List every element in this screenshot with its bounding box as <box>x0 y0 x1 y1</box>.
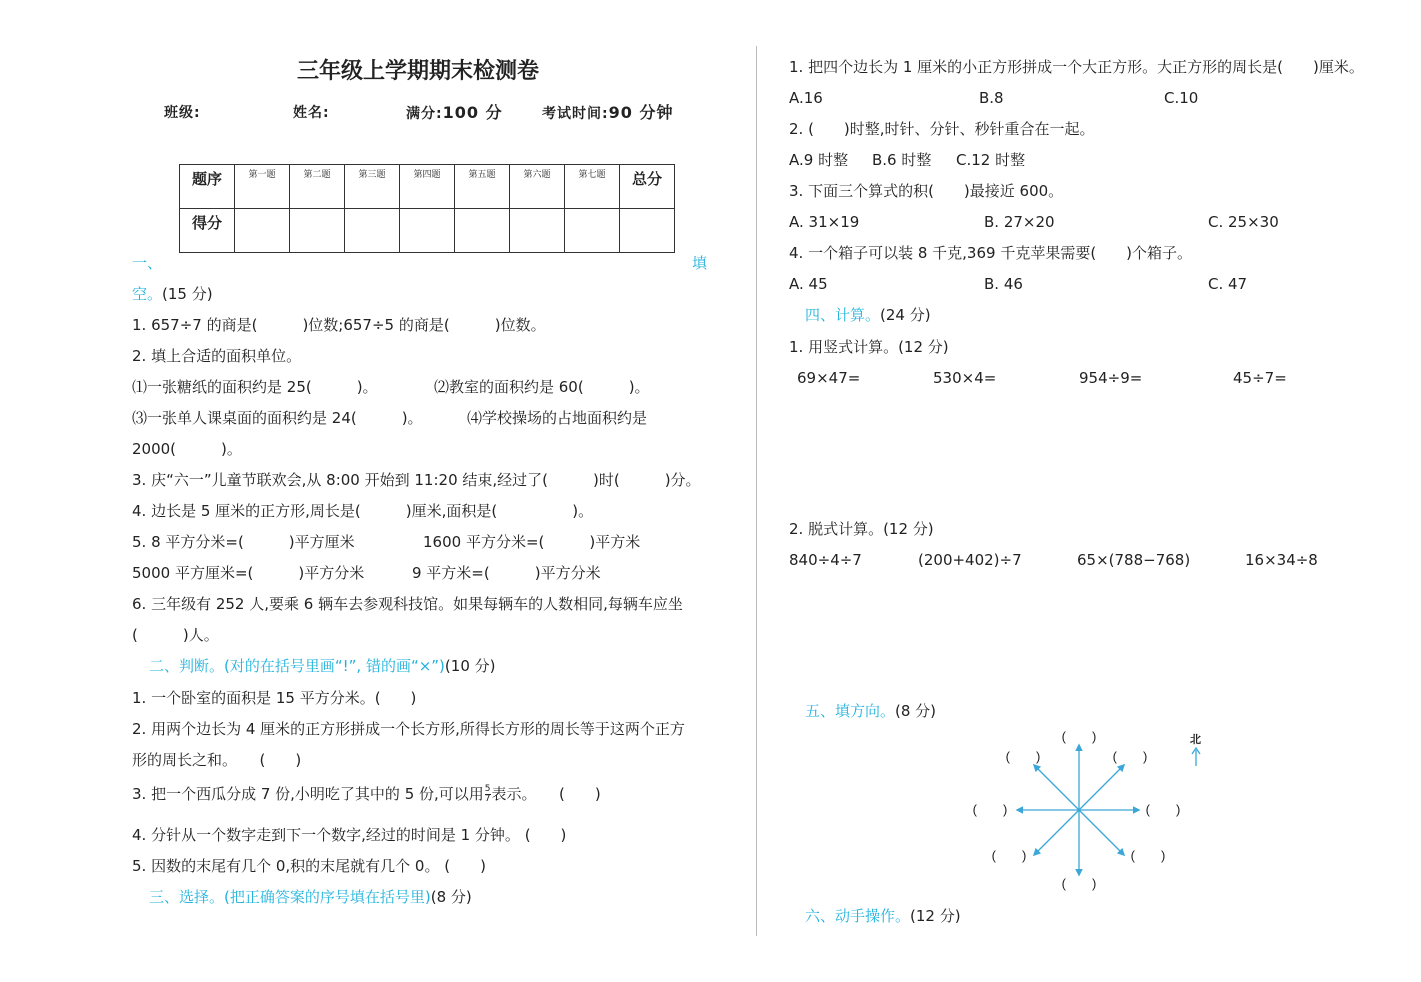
s1-q3: 3. 庆“六一”儿童节联欢会,从 8:00 开始到 11:20 结束,经过了( )时( )分。 <box>132 471 701 489</box>
s3-q4-option-a: A. 45 <box>789 275 828 293</box>
exam-time-label-text: 考试时间: <box>542 106 609 122</box>
s1-q2d-cont: 2000( )。 <box>132 440 242 458</box>
s1-q5a: 5. 8 平方分米=( )平方厘米 <box>132 533 355 551</box>
section2-title-text: 二、判断。(对的在括号里画“!”, 错的画“×”) <box>149 657 445 675</box>
s4-sub2-item: 840÷4÷7 <box>789 551 862 569</box>
s4-sub1-item: 954÷9= <box>1079 369 1143 387</box>
s1-q5b: 1600 平方分米=( )平方米 <box>423 533 641 551</box>
fraction-denominator: 7 <box>484 794 491 804</box>
section3-points: (8 分) <box>430 888 472 906</box>
s4-sub2-item: 65×(788−768) <box>1077 551 1191 569</box>
s3-q4-option-b: B. 46 <box>984 275 1023 293</box>
section4-title-text: 四、计算。 <box>805 306 881 324</box>
fraction <box>485 785 491 804</box>
score-table-row2-label: 得分 <box>180 209 235 253</box>
score-cell[interactable] <box>455 209 510 253</box>
s4-sub2: 2. 脱式计算。(12 分) <box>789 520 934 538</box>
page-title: 三年级上学期期末检测卷 <box>297 58 540 84</box>
s2-q3-after: 表示。 ( ) <box>491 785 601 803</box>
s3-q4-option-c: C. 47 <box>1208 275 1248 293</box>
s3-q2-option-a: A.9 时整 <box>789 151 849 169</box>
section1-points: (15 分) <box>162 285 213 303</box>
north-label: 北 <box>1190 733 1201 746</box>
section5-title <box>805 701 936 721</box>
score-table-col: 第五题 <box>455 165 510 209</box>
s1-q2c: ⑶一张单人课桌面的面积约是 24( )。 <box>132 409 423 427</box>
s1-q2: 2. 填上合适的面积单位。 <box>132 347 302 365</box>
s3-q3-option-c: C. 25×30 <box>1208 213 1279 231</box>
score-table-col: 第三题 <box>345 165 400 209</box>
s4-sub2-item: 16×34÷8 <box>1245 551 1318 569</box>
s3-q3: 3. 下面三个算式的积( )最接近 600。 <box>789 182 1064 200</box>
section4-title <box>805 305 931 325</box>
score-table-col: 第七题 <box>565 165 620 209</box>
score-cell[interactable] <box>400 209 455 253</box>
s1-q5d: 9 平方米=( )平方分米 <box>412 564 601 582</box>
s2-q2-cont: 形的周长之和。 ( ) <box>132 751 302 769</box>
section5-title-text: 五、填方向。 <box>805 702 896 720</box>
s2-q1: 1. 一个卧室的面积是 15 平方分米。( ) <box>132 689 417 707</box>
score-cell[interactable] <box>565 209 620 253</box>
s4-sub1: 1. 用竖式计算。(12 分) <box>789 338 949 356</box>
score-cell[interactable] <box>510 209 565 253</box>
name-label: 姓名: <box>293 105 330 121</box>
direction-blank-north[interactable]: ( ) <box>1061 729 1097 744</box>
direction-blank-northwest[interactable]: ( ) <box>1005 749 1041 764</box>
section1-title-part3: 空。 <box>132 285 163 303</box>
section2-points: (10 分) <box>444 657 496 675</box>
arrow-northeast <box>1079 765 1124 810</box>
score-cell[interactable] <box>290 209 345 253</box>
section6-title-text: 六、动手操作。 <box>805 907 911 925</box>
full-score-value: 100 分 <box>442 103 503 122</box>
arrow-southeast <box>1079 810 1124 855</box>
exam-time-label <box>542 103 673 124</box>
section4-points: (24 分) <box>880 306 931 324</box>
s3-q1-option-a: A.16 <box>789 89 823 107</box>
section2-title <box>149 656 495 676</box>
s3-q1-option-b: B.8 <box>979 89 1004 107</box>
s3-q1: 1. 把四个边长为 1 厘米的小正方形拼成一个大正方形。大正方形的周长是( )厘米。 <box>789 58 1364 76</box>
s3-q2-option-b: B.6 时整 <box>872 151 932 169</box>
s3-q4: 4. 一个箱子可以装 8 千克,369 千克苹果需要( )个箱子。 <box>789 244 1193 262</box>
score-table-col: 第四题 <box>400 165 455 209</box>
score-table-total-label: 总分 <box>620 165 675 209</box>
score-table-row-scores <box>180 209 675 253</box>
score-table <box>179 164 675 253</box>
score-table-row-header <box>180 165 675 209</box>
section1-title-part2: 填 <box>692 254 708 272</box>
s4-sub1-item: 69×47= <box>797 369 861 387</box>
s3-q2-option-c: C.12 时整 <box>956 151 1026 169</box>
s2-q5: 5. 因数的末尾有几个 0,积的末尾就有几个 0。 ( ) <box>132 857 486 875</box>
score-table-col: 第六题 <box>510 165 565 209</box>
s1-q2b: ⑵教室的面积约是 60( )。 <box>434 378 650 396</box>
s4-sub2-item: (200+402)÷7 <box>918 551 1022 569</box>
direction-blank-southwest[interactable]: ( ) <box>991 848 1027 863</box>
exam-time-value: 90 分钟 <box>608 103 674 122</box>
section3-title <box>149 887 472 907</box>
s1-q5c: 5000 平方厘米=( )平方分米 <box>132 564 365 582</box>
score-table-row1-label: 题序 <box>180 165 235 209</box>
score-cell[interactable] <box>345 209 400 253</box>
direction-blank-southeast[interactable]: ( ) <box>1130 848 1166 863</box>
score-cell[interactable] <box>620 209 675 253</box>
s1-q4: 4. 边长是 5 厘米的正方形,周长是( )厘米,面积是( )。 <box>132 502 594 520</box>
full-score-label-text: 满分: <box>406 106 443 122</box>
s2-q4: 4. 分针从一个数字走到下一个数字,经过的时间是 1 分钟。 ( ) <box>132 826 567 844</box>
s1-q2a: ⑴一张糖纸的面积约是 25( )。 <box>132 378 378 396</box>
direction-blank-west[interactable]: ( ) <box>972 802 1008 817</box>
score-cell[interactable] <box>235 209 290 253</box>
section1-title-line2 <box>132 284 213 304</box>
s2-q2: 2. 用两个边长为 4 厘米的正方形拼成一个长方形,所得长方形的周长等于这两个正方 <box>132 720 685 738</box>
score-table-col: 第二题 <box>290 165 345 209</box>
s3-q3-option-a: A. 31×19 <box>789 213 860 231</box>
full-score-label <box>406 103 503 124</box>
north-indicator <box>1190 733 1202 771</box>
s2-q3 <box>132 784 601 804</box>
section6-points: (12 分) <box>910 907 961 925</box>
direction-blank-northeast[interactable]: ( ) <box>1112 749 1148 764</box>
direction-blank-south[interactable]: ( ) <box>1061 876 1097 891</box>
direction-compass-diagram <box>960 725 1200 895</box>
s2-q3-before: 3. 把一个西瓜分成 7 份,小明吃了其中的 5 份,可以用 <box>132 785 484 803</box>
column-divider <box>756 46 757 936</box>
s3-q2: 2. ( )时整,时针、分针、秒针重合在一起。 <box>789 120 1095 138</box>
score-table-col: 第一题 <box>235 165 290 209</box>
north-arrow-icon <box>1190 747 1202 767</box>
direction-blank-east[interactable]: ( ) <box>1145 802 1181 817</box>
s4-sub1-item: 530×4= <box>933 369 997 387</box>
section5-points: (8 分) <box>895 702 937 720</box>
s4-sub1-item: 45÷7= <box>1233 369 1287 387</box>
s1-q6-cont: ( )人。 <box>132 626 219 644</box>
section3-title-text: 三、选择。(把正确答案的序号填在括号里) <box>149 888 431 906</box>
arrow-southwest <box>1034 810 1079 855</box>
s1-q1: 1. 657÷7 的商是( )位数;657÷5 的商是( )位数。 <box>132 316 546 334</box>
s3-q3-option-b: B. 27×20 <box>984 213 1055 231</box>
arrow-northwest <box>1034 765 1079 810</box>
fraction-numerator: 5 <box>484 784 491 794</box>
s3-q1-option-c: C.10 <box>1164 89 1199 107</box>
section1-title-part1: 一、 <box>132 254 163 272</box>
s1-q6: 6. 三年级有 252 人,要乘 6 辆车去参观科技馆。如果每辆车的人数相同,每辆车应坐 <box>132 595 683 613</box>
section6-title <box>805 906 961 926</box>
s1-q2d: ⑷学校操场的占地面积约是 <box>467 409 648 427</box>
class-label: 班级: <box>164 105 201 121</box>
